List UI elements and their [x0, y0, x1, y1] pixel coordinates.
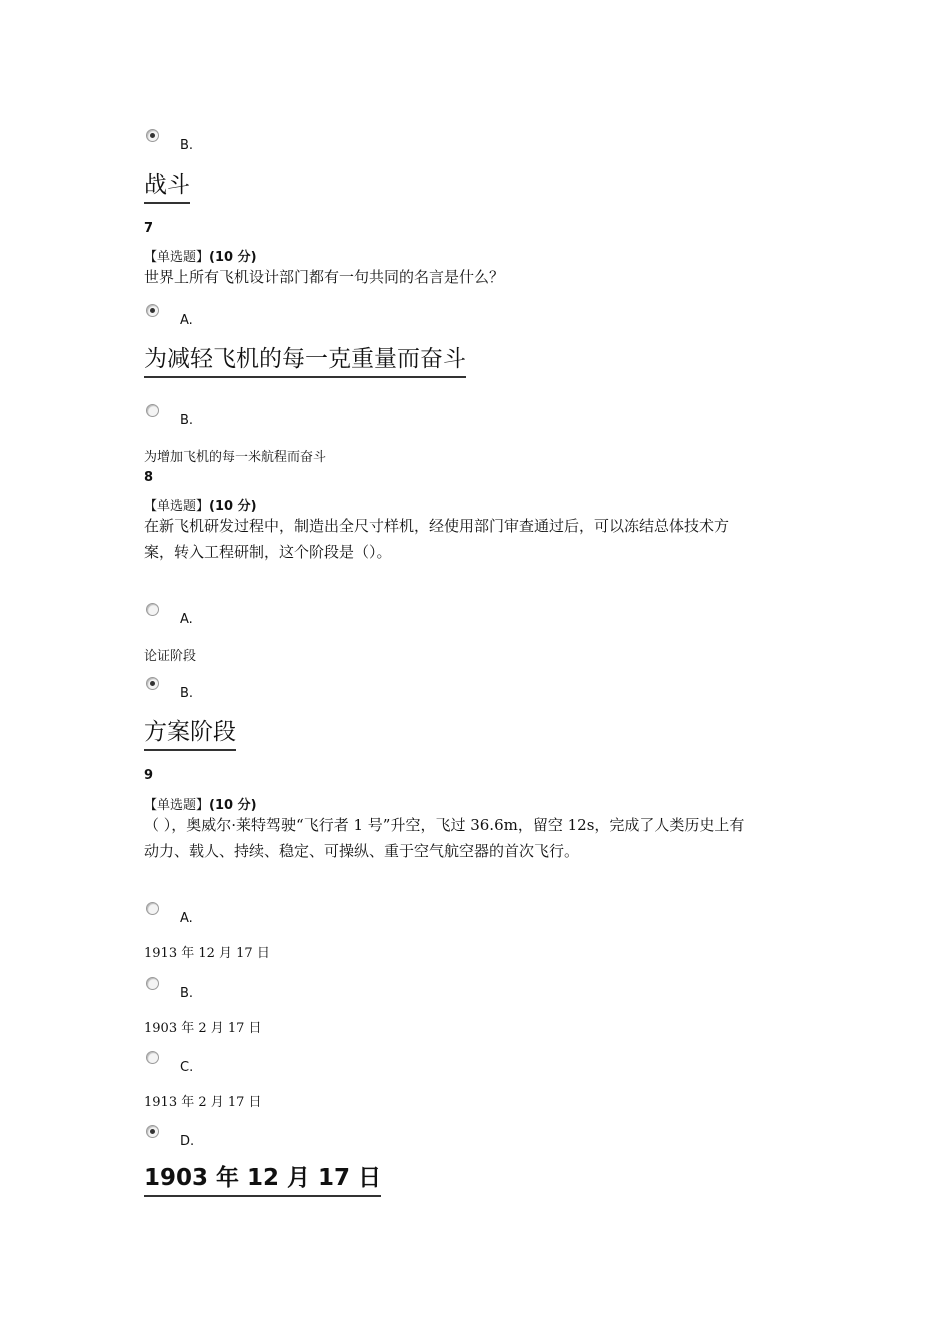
question-score: (10 分)	[209, 250, 257, 265]
selected-answer-text: 为减轻飞机的每一克重量而奋斗	[144, 344, 466, 378]
option-letter: C.	[180, 1060, 194, 1075]
question-number: 9	[144, 768, 154, 783]
question-number: 8	[144, 470, 154, 485]
selected-answer-text: 1903 年 12 月 17 日	[144, 1163, 381, 1197]
radio-q9-a[interactable]	[146, 902, 159, 915]
question-type-label: 【单选题】	[144, 499, 210, 514]
radio-q8-a[interactable]	[146, 603, 159, 616]
option-text: 1913 年 12 月 17 日	[144, 946, 270, 961]
question-type-label: 【单选题】	[144, 250, 210, 265]
selected-answer-text: 战斗	[144, 170, 190, 204]
option-letter: B.	[180, 986, 194, 1001]
radio-q9-d[interactable]	[146, 1125, 159, 1138]
selected-answer-text: 方案阶段	[144, 717, 236, 751]
question-text-line: 案，转入工程研制，这个阶段是（）。	[144, 543, 392, 561]
question-type	[144, 246, 257, 265]
option-text: 论证阶段	[144, 649, 197, 664]
question-type	[144, 794, 257, 813]
option-letter: B.	[180, 413, 194, 428]
question-text-line: 在新飞机研发过程中，制造出全尺寸样机，经使用部门审查通过后，可以冻结总体技术方	[144, 517, 730, 535]
option-letter: B.	[180, 138, 194, 153]
question-type	[144, 495, 257, 514]
question-number: 7	[144, 221, 154, 236]
radio-q9-b[interactable]	[146, 977, 159, 990]
option-text: 1903 年 2 月 17 日	[144, 1021, 262, 1036]
question-type-label: 【单选题】	[144, 798, 210, 813]
radio-q7-b[interactable]	[146, 404, 159, 417]
option-text: 1913 年 2 月 17 日	[144, 1095, 262, 1110]
question-text	[144, 513, 804, 565]
option-letter: B.	[180, 686, 194, 701]
radio-q7-a[interactable]	[146, 304, 159, 317]
radio-q8-b[interactable]	[146, 677, 159, 690]
option-letter: A.	[180, 313, 193, 328]
option-letter: A.	[180, 911, 193, 926]
radio-q9-c[interactable]	[146, 1051, 159, 1064]
radio-prev-b[interactable]	[146, 129, 159, 142]
question-text-line: 动力、载人、持续、稳定、可操纵、重于空气航空器的首次飞行。	[144, 842, 580, 860]
question-text-line: （ ），奥威尔·莱特驾驶“飞行者 1 号”升空，飞过 36.6m，留空 12s，完成了人类历史上有	[144, 816, 745, 834]
option-letter: A.	[180, 612, 193, 627]
question-score: (10 分)	[209, 499, 257, 514]
option-text: 为增加飞机的每一米航程而奋斗	[144, 450, 327, 465]
question-text: 世界上所有飞机设计部门都有一句共同的名言是什么？	[144, 268, 505, 286]
question-score: (10 分)	[209, 798, 257, 813]
option-letter: D.	[180, 1134, 195, 1149]
question-text	[144, 812, 804, 864]
